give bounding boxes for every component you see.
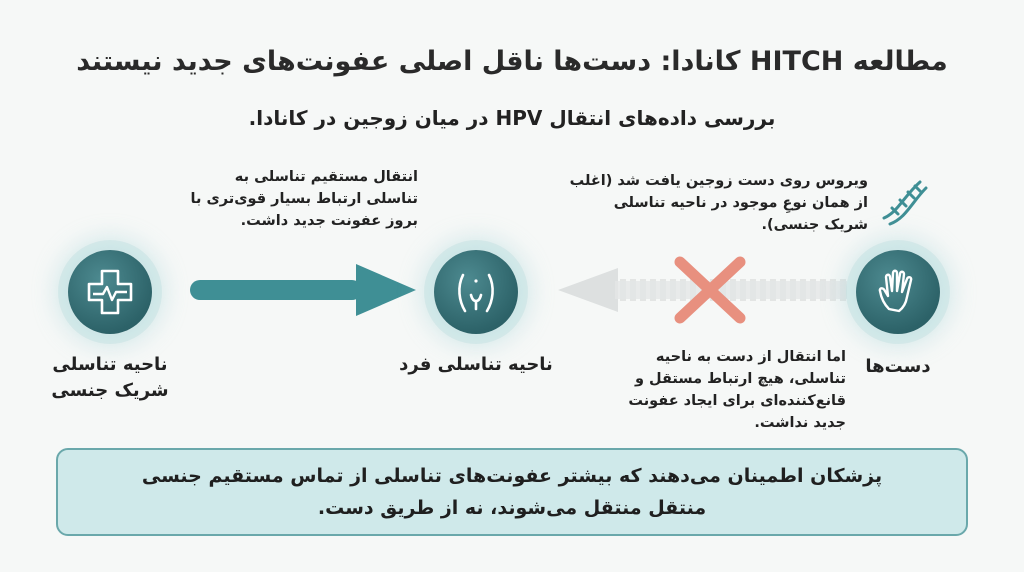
hands-label: دست‌ها bbox=[865, 356, 931, 377]
page-title: مطالعه HITCH کانادا: دست‌ها ناقل اصلی عفونت‌های جدید نیستند bbox=[76, 46, 948, 77]
page-subtitle: بررسی داده‌های انتقال HPV در میان زوجین در کانادا. bbox=[248, 106, 776, 130]
partner-genital-node bbox=[68, 250, 152, 334]
direct-transmission-note: انتقال مستقیم تناسلی به تناسلی ارتباط بسیار قوی‌تری با بروز عفونت جدید داشت. bbox=[190, 169, 418, 229]
summary-text: پزشکان اطمینان می‌دهند که بیشتر عفونت‌های تناسلی از تماس مستقیم جنسی منتقل منتقل می‌شوند، نه از طریق دست. bbox=[141, 465, 883, 519]
genital-area-icon bbox=[449, 265, 503, 319]
hand-icon bbox=[871, 265, 925, 319]
person-genital-label: ناحیه تناسلی فرد bbox=[399, 354, 553, 375]
direct-transmission-arrow bbox=[190, 264, 416, 316]
dna-icon bbox=[884, 182, 926, 224]
virus-found-note: ویروس روی دست زوجین یافت شد (اغلب از همان نوعِ موجود در ناحیه تناسلی شریک جنسی). bbox=[569, 173, 868, 233]
person-genital-node bbox=[434, 250, 518, 334]
medical-cross-icon bbox=[83, 265, 137, 319]
summary-box bbox=[56, 448, 968, 536]
partner-genital-label: ناحیه تناسلی شریک جنسی bbox=[51, 354, 169, 401]
hand-transmission-note: اما انتقال از دست به ناحیه تناسلی، هیچ ارتباط مستقل و قانع‌کننده‌ای برای ایجاد عفونت جدید نداشت. bbox=[628, 349, 846, 431]
hands-node bbox=[856, 250, 940, 334]
